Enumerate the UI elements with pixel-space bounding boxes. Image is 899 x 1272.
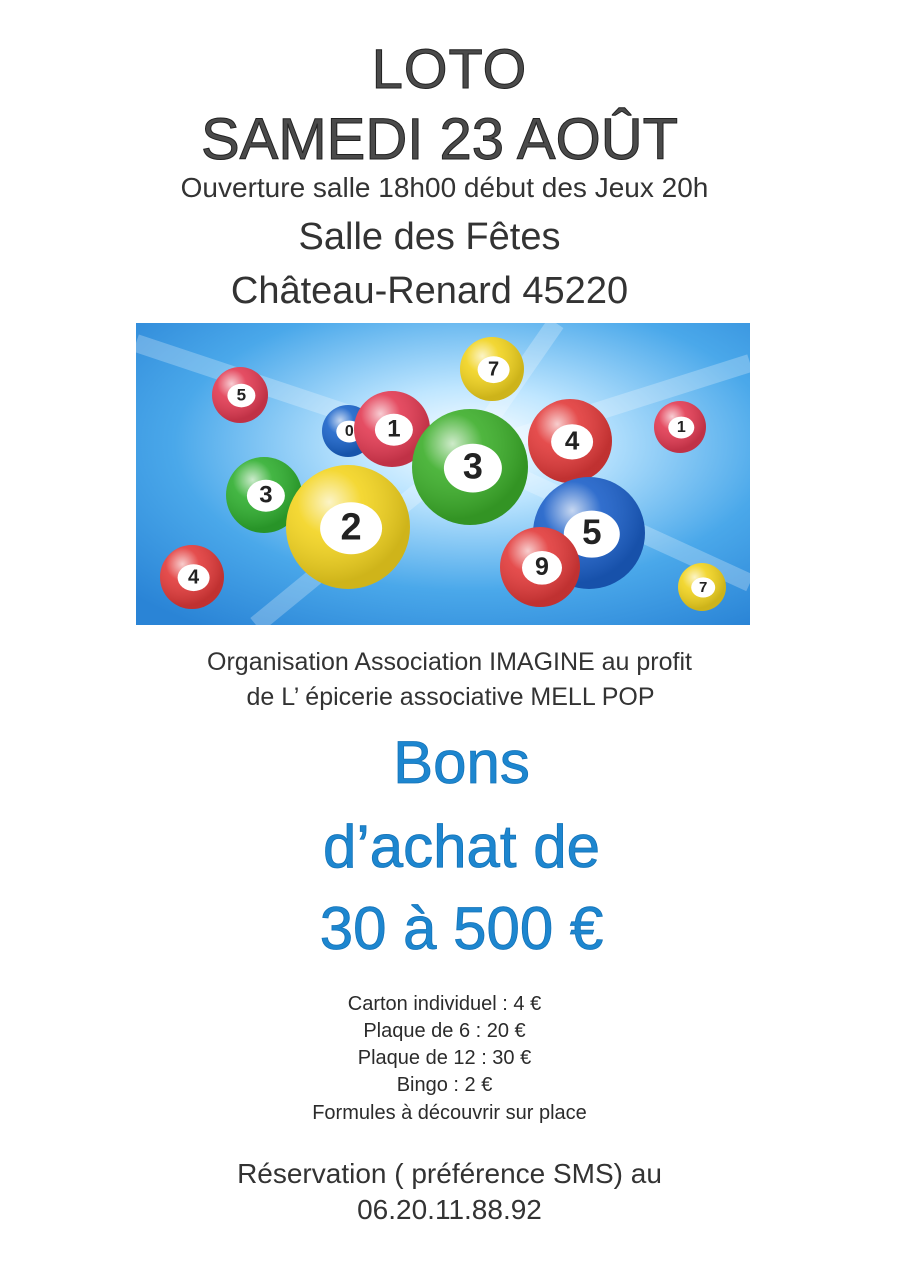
venue-city: Château-Renard 45220 <box>230 270 629 312</box>
ball-number: 3 <box>462 445 483 487</box>
ball-number: 0 <box>344 423 354 441</box>
phone-number: 06.20.11.88.92 <box>357 1194 542 1225</box>
price-item: Plaque de 6 : 20 € <box>363 1020 526 1042</box>
prize-line-2: d’achat de <box>323 813 600 880</box>
prize-line-3: 30 à 500 € <box>319 895 604 962</box>
price-item: Carton individuel : 4 € <box>347 993 542 1015</box>
lottery-ball <box>528 399 612 483</box>
formulas-note: Formules à découvrir sur place <box>312 1102 587 1124</box>
ball-number: 4 <box>188 566 200 589</box>
poster-title: LOTO <box>371 37 528 100</box>
lottery-ball <box>160 545 224 609</box>
lottery-ball <box>212 367 268 423</box>
lottery-ball <box>678 563 726 611</box>
ball-number: 9 <box>535 553 549 581</box>
ball-number: 7 <box>488 358 500 381</box>
price-item: Bingo : 2 € <box>396 1074 493 1096</box>
lottery-ball <box>500 527 580 607</box>
prize-line-1: Bons <box>393 729 530 796</box>
reservation-text: Réservation ( préférence SMS) au <box>237 1158 662 1189</box>
organisation-line-2: de L’ épicerie associative MELL POP <box>246 683 655 711</box>
ball-number: 1 <box>387 415 401 443</box>
lottery-balls-image <box>136 323 750 625</box>
ball-number: 2 <box>340 506 362 549</box>
event-date: SAMEDI 23 AOÛT <box>200 107 679 172</box>
opening-hours: Ouverture salle 18h00 début des Jeux 20h <box>180 172 709 203</box>
price-item: Plaque de 12 : 30 € <box>357 1047 532 1069</box>
lottery-ball <box>412 409 528 525</box>
venue-name: Salle des Fêtes <box>298 216 561 258</box>
ball-number: 4 <box>564 425 580 456</box>
lottery-ball <box>654 401 706 453</box>
ball-number: 5 <box>236 385 247 405</box>
ball-number: 3 <box>259 481 273 509</box>
ball-number: 5 <box>582 513 602 553</box>
ball-number: 7 <box>699 578 708 596</box>
organisation-line-1: Organisation Association IMAGINE au profit <box>207 648 692 676</box>
lottery-ball <box>286 465 410 589</box>
ball-number: 1 <box>676 419 686 437</box>
lottery-ball <box>460 337 524 401</box>
